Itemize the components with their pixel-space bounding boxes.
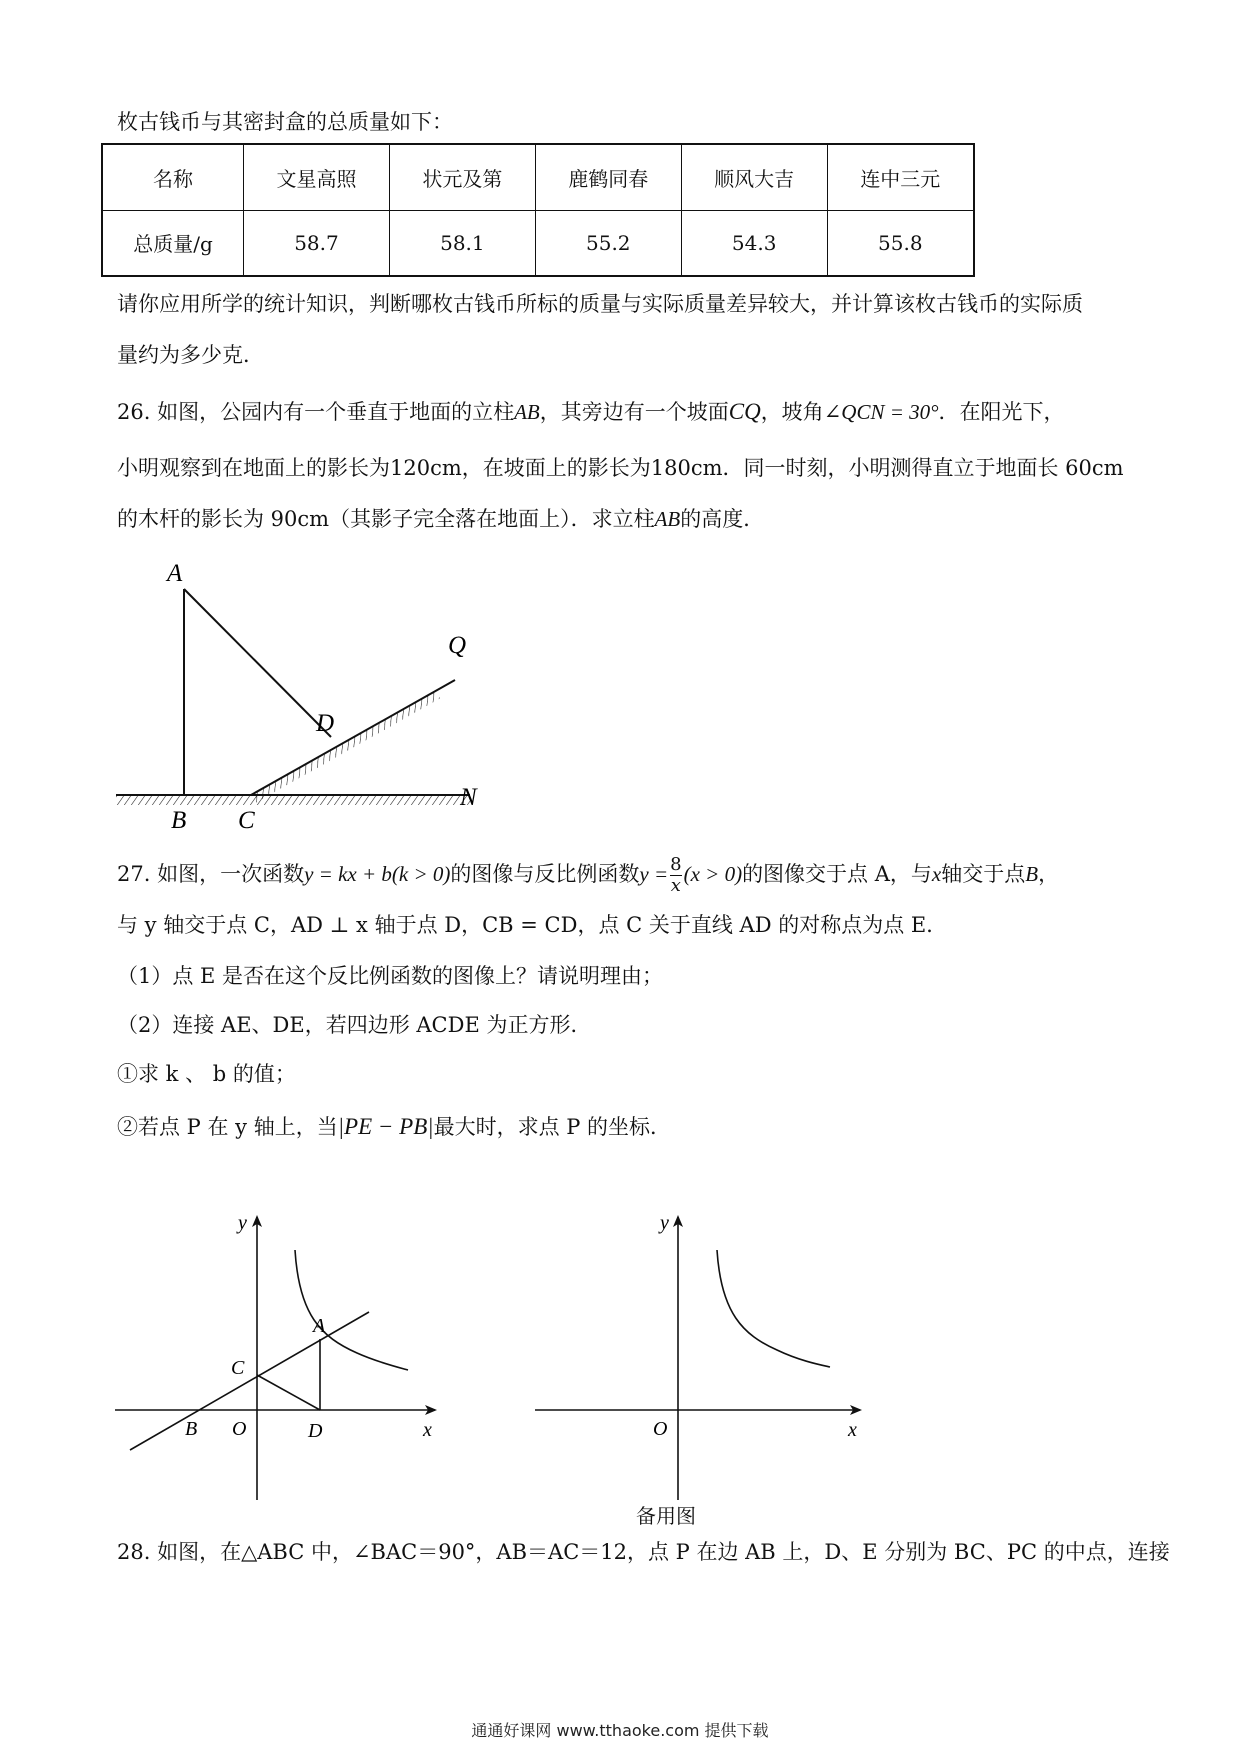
question-28-line-1: 28. 如图，在△ABC 中，∠BAC＝90°，AB＝AC＝12，点 P 在边 AB 上，D、E 分别为 BC、PC 的中点，连接 <box>117 1540 1170 1564</box>
segment-cd <box>257 1375 320 1410</box>
q26-var-ab-2: AB <box>654 507 681 531</box>
table-cell: 55.2 <box>535 210 681 276</box>
q27-text: 27. 如图，一次函数 <box>117 861 305 886</box>
q27-text: 最大时，求点 P 的坐标． <box>433 1115 672 1139</box>
q26-text: 26. 如图，公园内有一个垂直于地面的立柱 <box>117 400 515 424</box>
question-26-line-1 <box>117 398 1065 426</box>
table-header-cell: 顺风大吉 <box>681 144 827 210</box>
label-x: x <box>423 1419 432 1441</box>
label-x: x <box>848 1419 857 1441</box>
q26-text: 的高度． <box>680 507 765 531</box>
label-q: Q <box>448 632 467 659</box>
label-o: O <box>653 1418 668 1440</box>
slope-line-cq <box>251 680 455 795</box>
question-27-line-1 <box>117 855 1059 896</box>
label-c: C <box>231 1357 245 1379</box>
q26-pillar-shadow-figure <box>110 545 500 835</box>
table-header-cell: 名称 <box>102 144 244 210</box>
label-b: B <box>171 807 187 834</box>
label-c: C <box>238 807 255 834</box>
q27-b-var: B <box>1025 861 1039 886</box>
label-y: y <box>660 1212 669 1234</box>
table-header-cell: 鹿鹤同春 <box>535 144 681 210</box>
q27-frac-num: 8 <box>670 854 682 875</box>
hyperbola-curve <box>717 1250 830 1367</box>
table-row <box>102 210 974 276</box>
q27-frac-den: x <box>670 874 681 896</box>
line-bca <box>130 1312 369 1450</box>
question-27-sub-2 <box>117 1113 671 1141</box>
q26-text: 的木杆的影长为 90cm（其影子完全落在地面上）．求立柱 <box>117 507 655 531</box>
label-d: D <box>308 1420 323 1442</box>
question-26-line-3 <box>117 507 764 532</box>
label-y: y <box>238 1212 247 1234</box>
q27-y-eq: y = <box>639 861 669 886</box>
table-header-cell: 文星高照 <box>244 144 390 210</box>
backup-figure-caption: 备用图 <box>636 1504 696 1528</box>
q26-var-cq: CQ <box>728 399 761 424</box>
sun-ray-ad <box>184 589 331 737</box>
label-o: O <box>232 1418 247 1440</box>
q27-domain: (x > 0) <box>683 861 743 886</box>
label-d: D <box>316 710 335 737</box>
label-b: B <box>185 1418 198 1440</box>
table-cell: 58.1 <box>389 210 535 276</box>
q26-text: ，其旁边有一个坡面 <box>539 400 729 424</box>
table-cell: 58.7 <box>244 210 390 276</box>
question-25-line-2: 量约为多少克． <box>117 343 264 367</box>
table-row-label: 总质量/g <box>102 210 244 276</box>
question-26-line-2: 小明观察到在地面上的影长为120cm，在坡面上的影长为180cm．同一时刻，小明测得直立于地面长 60cm <box>117 456 1124 480</box>
label-a: A <box>313 1315 326 1337</box>
coin-mass-table <box>101 143 975 277</box>
question-27-part-1: （1）点 E 是否在这个反比例函数的图像上？请说明理由； <box>117 964 664 988</box>
table-cell: 54.3 <box>681 210 827 276</box>
q27-main-figure <box>105 1195 450 1505</box>
hyperbola-curve <box>295 1250 408 1370</box>
question-25-line-1: 请你应用所学的统计知识，判断哪枚古钱币所标的质量与实际质量差异较大，并计算该枚古钱币的实际质 <box>117 292 1083 316</box>
q27-x-var: x <box>931 861 942 886</box>
q27-text: 的图像交于点 A，与 <box>742 861 932 886</box>
q27-abs-expr: |PE − PB| <box>337 1114 434 1139</box>
table-cell: 55.8 <box>827 210 974 276</box>
question-27-sub-1: ①求 k 、 b 的值； <box>117 1062 296 1086</box>
q27-linear-expr: y = kx + b(k > 0) <box>304 861 451 886</box>
intro-line: 枚古钱币与其密封盒的总质量如下： <box>117 110 453 134</box>
q27-backup-figure <box>525 1195 870 1505</box>
label-n: N <box>460 784 477 811</box>
q26-var-ab: AB <box>514 400 540 424</box>
question-27-part-2: （2）连接 AE、DE，若四边形 ACDE 为正方形． <box>117 1013 592 1037</box>
table-header-cell: 状元及第 <box>389 144 535 210</box>
label-a: A <box>167 560 183 587</box>
table-header-cell: 连中三元 <box>827 144 974 210</box>
question-27-line-2: 与 y 轴交于点 C，AD ⊥ x 轴于点 D，CB = CD，点 C 关于直线 AD 的对称点为点 E． <box>117 913 948 937</box>
q27-fraction <box>670 855 681 896</box>
q26-text: ．在阳光下， <box>938 400 1065 424</box>
slope-hatch <box>251 691 440 803</box>
q26-angle: ∠QCN = 30° <box>823 400 939 424</box>
q26-text: ，坡角 <box>760 400 824 424</box>
ground-hatch <box>116 795 470 805</box>
q27-text: ， <box>1038 861 1060 886</box>
page-footer: 通通好课网 www.tthaoke.com 提供下载 <box>471 1721 769 1740</box>
q27-text: ②若点 P 在 y 轴上，当 <box>117 1115 338 1139</box>
q27-text: 轴交于点 <box>941 861 1026 886</box>
table-header-row <box>102 144 974 210</box>
q27-text: 的图像与反比例函数 <box>450 861 640 886</box>
